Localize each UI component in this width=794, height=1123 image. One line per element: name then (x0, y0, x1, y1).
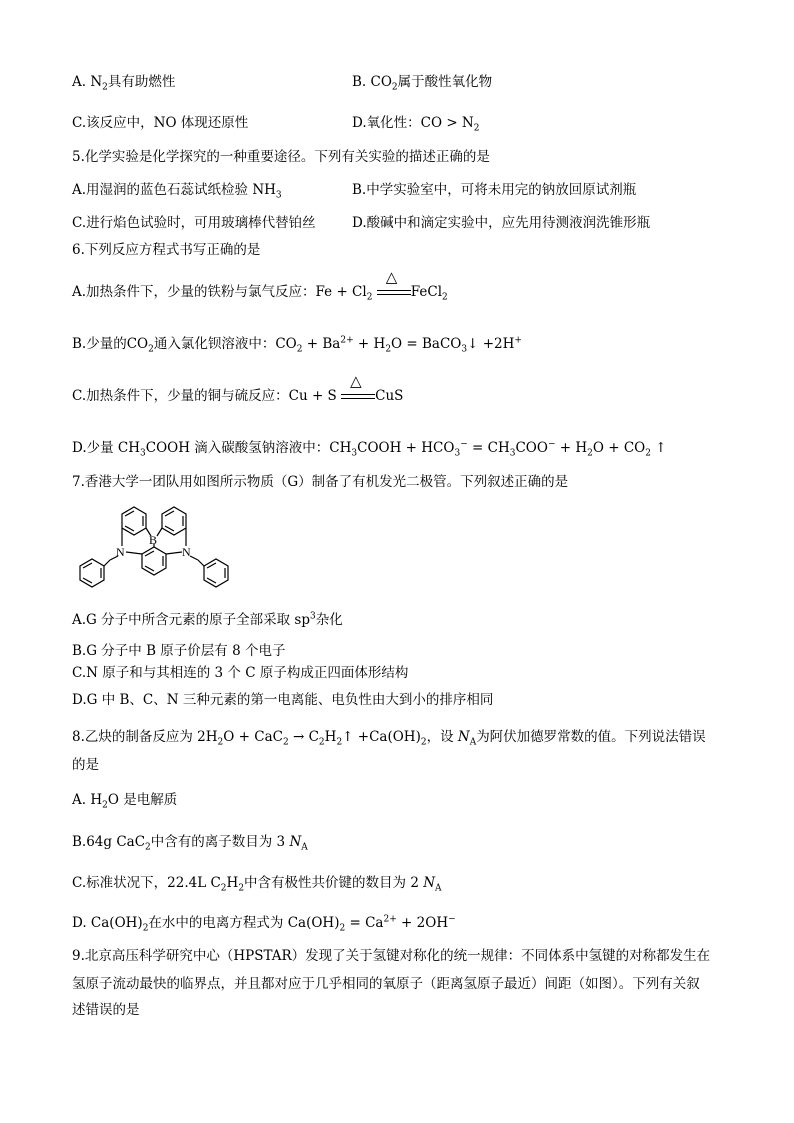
q6-option-d[interactable]: D.少量 $CH_3COOH$ 滴入碳酸氢钠溶液中：$CH_3COOH + HCO_3^- = CH_3COO^- + H_2O + CO_2$ ↑ (72, 439, 667, 459)
q8-option-d[interactable]: D. $Ca(OH)_2$在水中的电离方程式为 $Ca(OH)_2 = Ca^{2+} + 2OH^-$ (72, 914, 456, 934)
atom-b-label: B (149, 533, 158, 547)
q7-option-c[interactable]: C.N 原子和与其相连的 3 个 C 原子构成正四面体形结构 (72, 665, 409, 681)
q7-stem: 7.香港大学一团队用如图所示物质（G）制备了有机发光二极管。下列叙述正确的是 (72, 474, 569, 490)
q9-stem-line3: 述错误的是 (72, 1002, 140, 1018)
heat-condition-equals: △ (341, 391, 375, 403)
q8-option-c[interactable]: C.标准状况下，22.4L $C_2H_2$中含有极性共价键的数目为 2 $N_A$ (72, 875, 442, 894)
q8-stem: 8.乙炔的制备反应为 $2H_2O + CaC_2$ → $C_2H_2↑ +Ca(OH)_2$，设 $N_A$为阿伏加德罗常数的值。下列说法错误 (72, 729, 706, 748)
q8-option-a[interactable]: A. $H_2O$ 是电解质 (72, 792, 178, 811)
q4-option-b[interactable]: B. $CO_2$属于酸性氧化物 (352, 74, 493, 93)
q7-option-a[interactable]: A.G 分子中所含元素的原子全部采取 $sp^3$杂化 (72, 611, 343, 628)
q5-option-c[interactable]: C.进行焰色试验时，可用玻璃棒代替铂丝 (72, 215, 316, 231)
q7-option-b[interactable]: B.G 分子中 B 原子价层有 8 个电子 (72, 643, 286, 659)
q5-option-b[interactable]: B.中学实验室中，可将未用完的钠放回原试剂瓶 (352, 182, 637, 198)
q6-option-c[interactable]: C.加热条件下，少量的铜与硫反应：Cu + S △ CuS (72, 371, 404, 404)
atom-n-left-label: N (116, 545, 125, 559)
heat-condition-equals: △ (377, 287, 411, 299)
q4-option-c[interactable]: C.该反应中，NO 体现还原性 (72, 115, 249, 131)
q6-option-b[interactable]: B.少量的$CO_2$通入氯化钡溶液中：$CO_2 + Ba^{2+} + H_2O$ = BaCO$_3$↓ +2H+ (72, 335, 522, 355)
q6-stem: 6.下列反应方程式书写正确的是 (72, 242, 261, 258)
q8-option-b[interactable]: B.64g CaC$_2$中含有的离子数目为 3 $N_A$ (72, 834, 308, 853)
q5-option-d[interactable]: D.酸碱中和滴定实验中，应先用待测液润洗锥形瓶 (352, 215, 651, 231)
q8-stem-line2: 的是 (72, 757, 99, 773)
atom-n-right-label: N (182, 545, 191, 559)
q7-option-d[interactable]: D.G 中 B、C、N 三种元素的第一电离能、电负性由大到小的排序相同 (72, 692, 494, 708)
q9-stem-line1: 9.北京高压科学研究中心（HPSTAR）发现了关于氢键对称化的统一规律：不同体系中氢键的对称都发生在 (72, 948, 711, 964)
q9-stem-line2: 氢原子流动最快的临界点，并且都对应于几乎相同的氧原子（距离氢原子最近）间距（如图）。下列有关叙 (72, 976, 700, 992)
molecule-g-structure (70, 502, 240, 592)
q5-stem: 5.化学实验是化学探究的一种重要途径。下列有关实验的描述正确的是 (72, 149, 490, 165)
q4-option-d[interactable]: D.氧化性：CO > $N_2$ (352, 115, 480, 134)
q6-option-a[interactable]: A.加热条件下，少量的铁粉与氯气反应：$Fe + Cl_2$ △ FeCl$_2$ (72, 267, 448, 303)
q5-option-a[interactable]: A.用湿润的蓝色石蕊试纸检验 $NH_3$ (72, 182, 282, 201)
q4-option-a[interactable]: A. $N_2$具有助燃性 (72, 74, 176, 93)
